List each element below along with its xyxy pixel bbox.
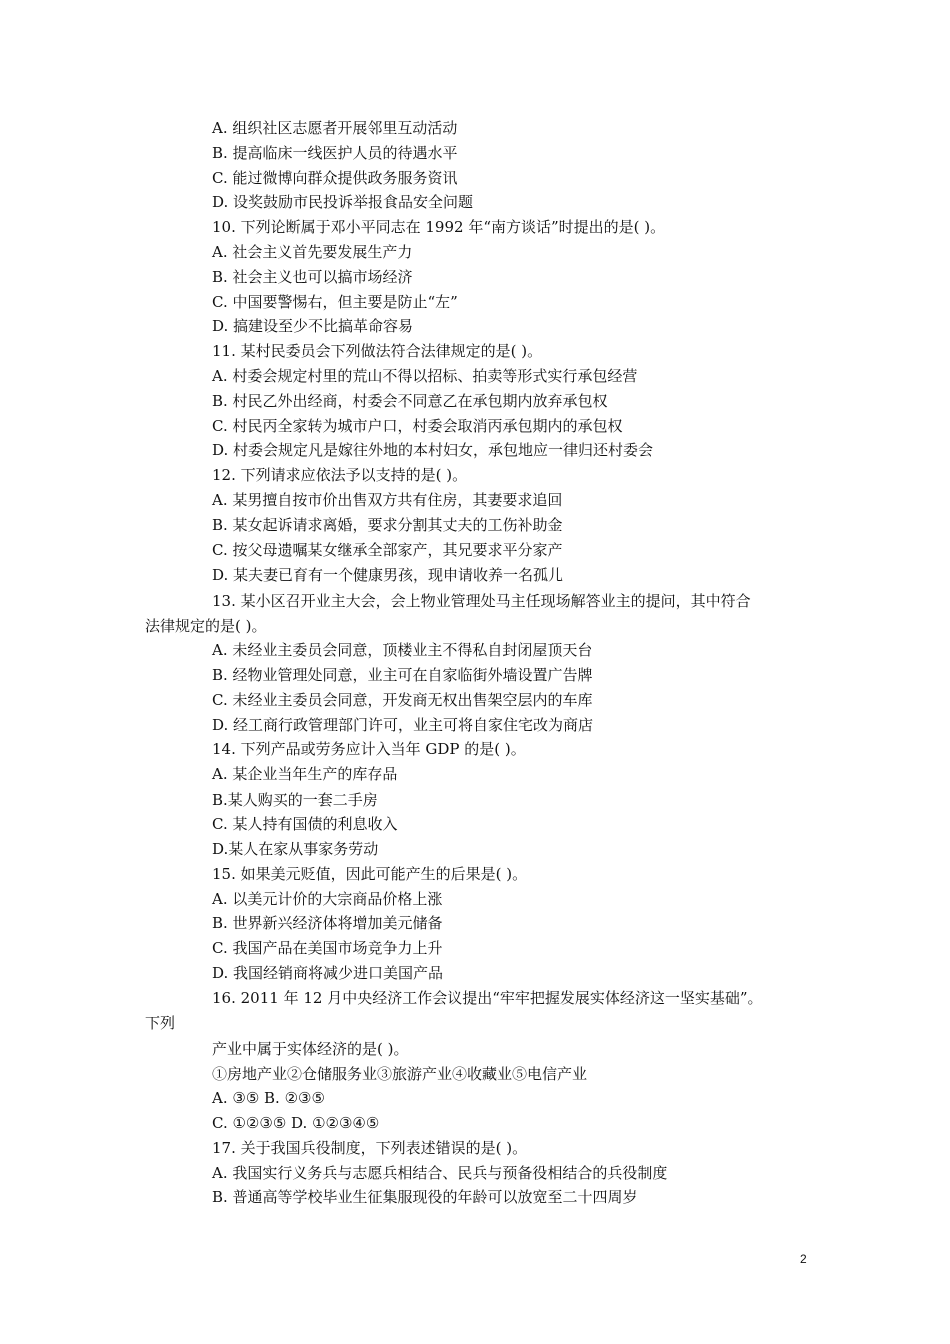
q13-stem: 13. 某小区召开业主大会，会上物业管理处马主任现场解答业主的提问，其中符合: [212, 592, 751, 610]
q13-option-b: B. 经物业管理处同意，业主可在自家临街外墙设置广告牌: [212, 666, 593, 684]
q14-option-b: B.某人购买的一套二手房: [212, 791, 378, 809]
q15-option-b: B. 世界新兴经济体将增加美元储备: [212, 914, 443, 932]
q14-option-d: D.某人在家从事家务劳动: [212, 840, 379, 858]
q10-stem: 10. 下列论断属于邓小平同志在 1992 年“南方谈话”时提出的是( )。: [212, 218, 666, 236]
q13-option-a: A. 未经业主委员会同意，顶楼业主不得私自封闭屋顶天台: [212, 641, 593, 659]
q9-option-c: C. 能过微博向群众提供政务服务资讯: [212, 169, 458, 187]
q17-option-a: A. 我国实行义务兵与志愿兵相结合、民兵与预备役相结合的兵役制度: [212, 1164, 668, 1182]
q17-stem: 17. 关于我国兵役制度，下列表述错误的是( )。: [212, 1139, 528, 1157]
q14-stem: 14. 下列产品或劳务应计入当年 GDP 的是( )。: [212, 740, 526, 758]
q16-stem-continued-2: 产业中属于实体经济的是( )。: [212, 1040, 409, 1058]
q9-option-a: A. 组织社区志愿者开展邻里互动活动: [212, 119, 458, 137]
q11-option-b: B. 村民乙外出经商，村委会不同意乙在承包期内放弃承包权: [212, 392, 608, 410]
q10-option-a: A. 社会主义首先要发展生产力: [212, 243, 413, 261]
q11-option-a: A. 村委会规定村里的荒山不得以招标、拍卖等形式实行承包经营: [212, 367, 638, 385]
q15-option-a: A. 以美元计价的大宗商品价格上涨: [212, 890, 443, 908]
q16-options-ab: A. ③⑤ B. ②③⑤: [212, 1089, 325, 1107]
q15-stem: 15. 如果美元贬值，因此可能产生的后果是( )。: [212, 865, 528, 883]
q10-option-d: D. 搞建设至少不比搞革命容易: [212, 317, 414, 335]
q13-option-d: D. 经工商行政管理部门许可，业主可将自家住宅改为商店: [212, 716, 594, 734]
q9-option-d: D. 设奖鼓励市民投诉举报食品安全问题: [212, 193, 474, 211]
q15-option-c: C. 我国产品在美国市场竞争力上升: [212, 939, 443, 957]
q15-option-d: D. 我国经销商将减少进口美国产品: [212, 964, 444, 982]
q12-option-d: D. 某夫妻已育有一个健康男孩，现申请收养一名孤儿: [212, 566, 564, 584]
q11-option-d: D. 村委会规定凡是嫁往外地的本村妇女，承包地应一律归还村委会: [212, 441, 654, 459]
q9-option-b: B. 提高临床一线医护人员的待遇水平: [212, 144, 458, 162]
q16-statements: ①房地产业②仓储服务业③旅游产业④收藏业⑤电信产业: [212, 1065, 588, 1083]
q11-option-c: C. 村民丙全家转为城市户口，村委会取消丙承包期内的承包权: [212, 417, 623, 435]
q12-option-c: C. 按父母遗嘱某女继承全部家产，其兄要求平分家产: [212, 541, 563, 559]
q16-options-cd: C. ①②③⑤ D. ①②③④⑤: [212, 1114, 380, 1132]
q12-stem: 12. 下列请求应依法予以支持的是( )。: [212, 466, 468, 484]
q13-stem-continued: 法律规定的是( )。: [145, 617, 267, 635]
q16-stem-continued: 下列: [145, 1014, 176, 1032]
q14-option-a: A. 某企业当年生产的库存品: [212, 765, 398, 783]
q14-option-c: C. 某人持有国债的利息收入: [212, 815, 398, 833]
q11-stem: 11. 某村民委员会下列做法符合法律规定的是( )。: [212, 342, 543, 360]
q13-option-c: C. 未经业主委员会同意，开发商无权出售架空层内的车库: [212, 691, 593, 709]
q12-option-b: B. 某女起诉请求离婚，要求分割其丈夫的工伤补助金: [212, 516, 563, 534]
q16-stem: 16. 2011 年 12 月中央经济工作会议提出“牢牢把握发展实体经济这一坚实基础”。: [212, 989, 763, 1007]
q10-option-b: B. 社会主义也可以搞市场经济: [212, 268, 413, 286]
page-number: 2: [800, 1252, 807, 1266]
q12-option-a: A. 某男擅自按市价出售双方共有住房，其妻要求追回: [212, 491, 563, 509]
q10-option-c: C. 中国要警惕右，但主要是防止“左”: [212, 293, 458, 311]
q17-option-b: B. 普通高等学校毕业生征集服现役的年龄可以放宽至二十四周岁: [212, 1188, 638, 1206]
